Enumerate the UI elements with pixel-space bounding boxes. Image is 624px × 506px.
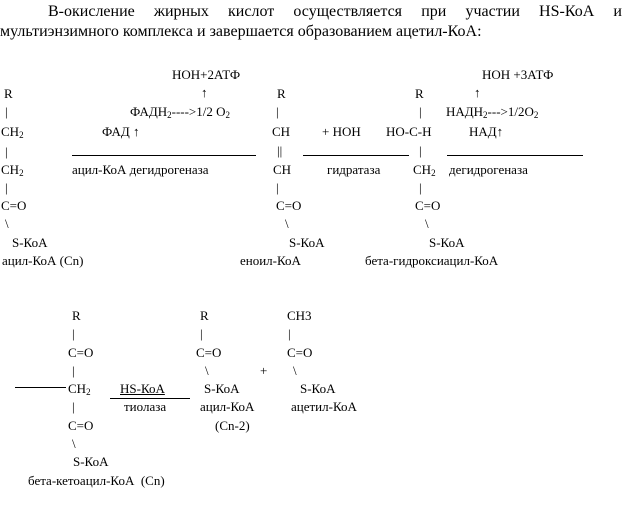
intro-paragraph (0, 2, 622, 42)
enoyl-r: R (277, 86, 286, 101)
short-slash: \ (205, 363, 209, 378)
up-arrow-1: ↑ (201, 85, 208, 100)
hs-koa-label: HS-КоА (120, 381, 165, 396)
enoyl-slash: \ (285, 216, 289, 231)
acetyl-ch3: CH3 (287, 308, 312, 323)
enzyme-dehydrogenase: дегидрогеназа (449, 162, 528, 177)
hydroxy-bond-1: | (419, 104, 422, 119)
keto-bond-1: | (72, 326, 75, 341)
acyl-ch2-b: $CH_2$ (1, 162, 24, 178)
enoyl-carbonyl: C=O (276, 198, 302, 213)
enoyl-bond-1: | (276, 104, 279, 119)
short-skoa: S-КоА (204, 381, 240, 396)
hydroxy-ch2: $CH_2$ (413, 162, 436, 178)
up-arrow-2: ↑ (474, 85, 481, 100)
enoyl-skoa: S-КоА (289, 235, 325, 250)
short-r: R (200, 308, 209, 323)
acyl-r: R (4, 86, 13, 101)
acyl-bond-2: | (5, 144, 8, 159)
acetyl-name: ацетил-КоА (291, 399, 357, 414)
enzyme-thiolase: тиолаза (124, 399, 167, 414)
acyl-carbonyl: C=O (1, 198, 27, 213)
acetyl-skoa: S-КоА (300, 381, 336, 396)
hydroxy-name: бета-гидроксиацил-КоА (365, 253, 499, 268)
intro-line-2: мультиэнзимного комплекса и завершается образованием ацетил-КоА: (0, 23, 482, 40)
enoyl-ch-2: CH (273, 162, 292, 177)
hoh-3atp-label: НОН +3АТФ (482, 67, 554, 82)
fad-label: ФАД ↑ (102, 124, 140, 139)
plus-hoh-label: + НОН (322, 124, 361, 139)
keto-name: бета-кетоацил-КоА (Сn) (28, 473, 165, 488)
enzyme-acyl-dehydrogenase: ацил-КоА дегидрогеназа (72, 162, 209, 177)
acetyl-bond: | (288, 326, 291, 341)
acyl-slash: \ (5, 216, 9, 231)
acetyl-slash: \ (293, 363, 297, 378)
enzyme-hydratase: гидратаза (327, 162, 381, 177)
short-carbonyl: C=O (196, 345, 222, 360)
short-name: ацил-КоА (200, 399, 255, 414)
keto-slash: \ (72, 436, 76, 451)
keto-lead-line (15, 387, 66, 388)
enoyl-name: еноил-КоА (240, 253, 301, 268)
hydroxy-carbonyl: C=O (415, 198, 441, 213)
acyl-skoa: S-КоА (12, 235, 48, 250)
keto-carbonyl-2: C=O (68, 418, 94, 433)
hydroxy-slash: \ (425, 216, 429, 231)
keto-ch2: $CH_2$ (68, 381, 91, 397)
keto-skoa: S-КоА (73, 454, 109, 469)
acetyl-carbonyl: C=O (287, 345, 313, 360)
hydroxy-bond-3: | (419, 180, 422, 195)
fadh2-label: $ФАДН_2---->1/2$ $O_2$ (130, 104, 231, 120)
enoyl-ch-1: CH (272, 124, 291, 139)
reaction-arrow-3 (447, 155, 583, 156)
short-bond: | (200, 326, 203, 341)
keto-r: R (72, 308, 81, 323)
enoyl-double-bond: || (277, 143, 283, 158)
reaction-arrow-2 (303, 155, 409, 156)
keto-carbonyl-1: C=O (68, 345, 94, 360)
hydroxy-ho-c-h: HO-C-H (386, 124, 432, 139)
enoyl-bond-2: | (276, 180, 279, 195)
hydroxy-r: R (415, 86, 424, 101)
keto-bond-3: | (72, 399, 75, 414)
short-chain-length: (Сn-2) (215, 418, 250, 433)
intro-line-1: B-окисление жирных кислот осуществляется при участии HS-КоА и (48, 3, 622, 20)
acyl-ch2-a: $CH_2$ (1, 124, 24, 140)
acyl-name: ацил-КоА (Сn) (2, 253, 84, 268)
plus-sign: + (260, 363, 268, 378)
reaction-arrow-1 (72, 155, 256, 156)
acyl-bond-3: | (5, 180, 8, 195)
hydroxy-skoa: S-КоА (429, 235, 465, 250)
nadh2-label: $НАДН_2--->1/2O_2$ (446, 104, 539, 120)
hydroxy-bond-2: | (419, 143, 422, 158)
keto-bond-2: | (72, 363, 75, 378)
hoh-2atp-label: НОН+2АТФ (172, 67, 241, 82)
nad-label: НАД↑ (469, 124, 504, 139)
acyl-bond-1: | (5, 104, 8, 119)
